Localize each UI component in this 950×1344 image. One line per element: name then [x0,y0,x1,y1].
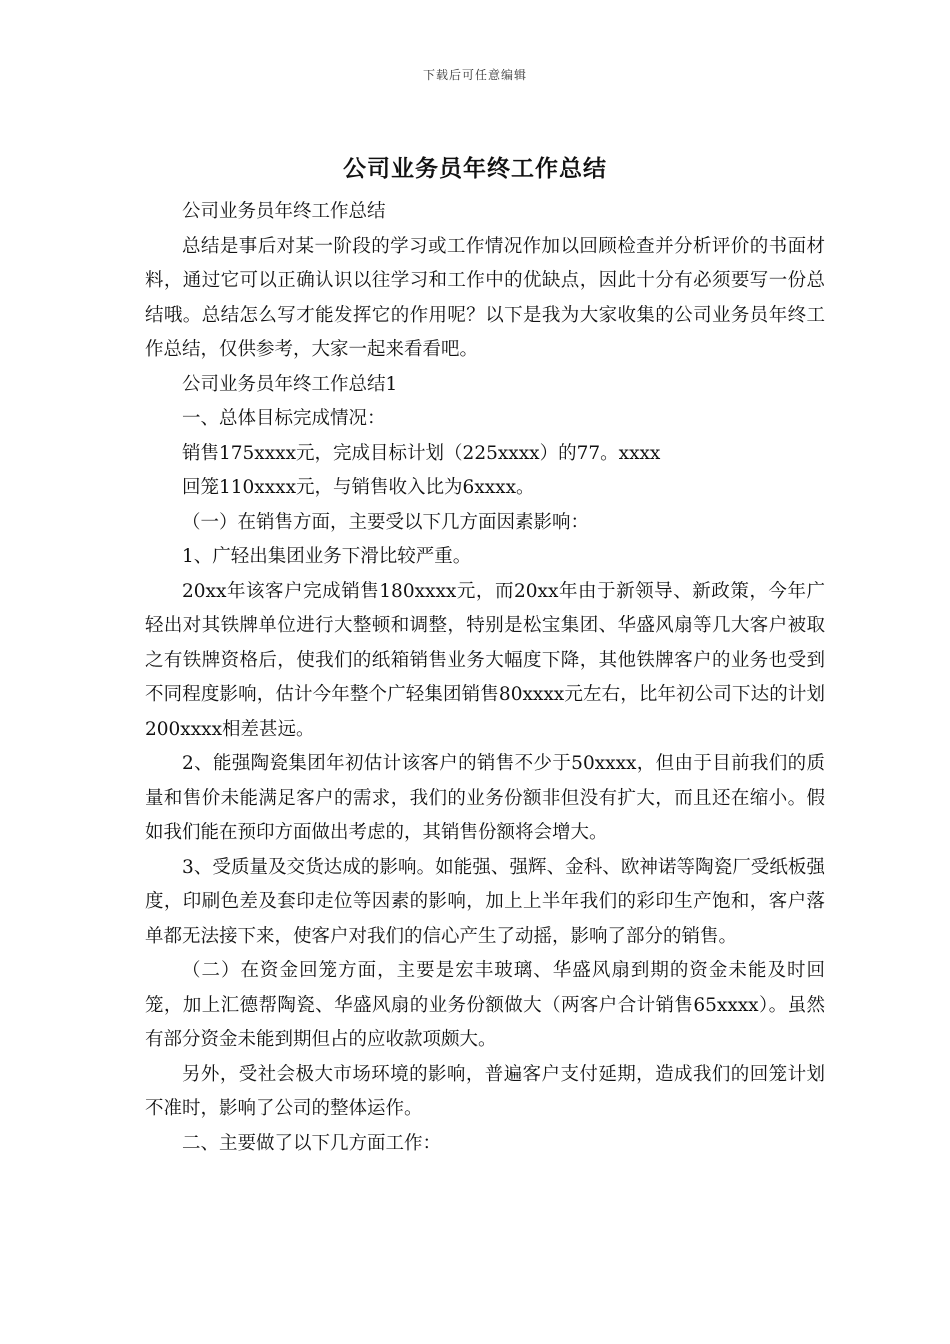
header-note: 下载后可任意编辑 [422,68,527,82]
paragraph: 二、主要做了以下几方面工作： [182,1132,442,1154]
paragraph: 20xx年该客户完成销售180xxxx元，而20xx年由于新领导、新政策，今年广轻出对其铁牌单位进行大整顿和调整，特别是松宝集团、华盛风扇等几大客户被取之有铁牌资格后，使我们的纸箱销售业务大幅度下降，其他铁牌客户的业务也受到不同程度影响，估计今年整个广轻集团销售80xxxx元左右，比年初公司下达的计划200xxxx相差甚远。 [145,580,825,740]
paragraph: 1、广轻出集团业务下滑比较严重。 [182,546,472,567]
paragraph: 一、总体目标完成情况： [182,408,386,429]
paragraph: 2、能强陶瓷集团年初估计该客户的销售不少于50xxxx，但由于目前我们的质量和售价未能满足客户的需求，我们的业务份额非但没有扩大，而且还在缩小。假如我们能在预印方面做出考虑的，其销售份额将会增大。 [145,753,825,843]
document-body [145,195,825,1161]
paragraph: （一）在销售方面，主要受以下几方面因素影响： [182,511,590,533]
paragraph: 回笼110xxxx元，与销售收入比为6xxxx。 [182,477,535,498]
paragraph: （二）在资金回笼方面，主要是宏丰玻璃、华盛风扇到期的资金未能及时回笼，加上汇德帮陶瓷、华盛风扇的业务份额做大（两客户合计销售65xxxx）。虽然有部分资金未能到期但占的应收款项颇大。 [145,960,825,1050]
document-title: 公司业务员年终工作总结 [343,156,607,182]
paragraph: 公司业务员年终工作总结 [182,201,386,222]
paragraph: 3、受质量及交货达成的影响。如能强、强辉、金科、欧神诺等陶瓷厂受纸板强度，印刷色差及套印走位等因素的影响，加上上半年我们的彩印生产饱和，客户落单都无法接下来，使客户对我们的信心产生了动摇，影响了部分的销售。 [145,856,825,947]
paragraph: 另外，受社会极大市场环境的影响，普遍客户支付延期，造成我们的回笼计划不准时，影响了公司的整体运作。 [145,1063,825,1119]
paragraph: 销售175xxxx元，完成目标计划（225xxxx）的77。xxxx [182,442,661,464]
paragraph: 公司业务员年终工作总结1 [182,373,398,395]
paragraph: 总结是事后对某一阶段的学习或工作情况作加以回顾检查并分析评价的书面材料，通过它可以正确认识以往学习和工作中的优缺点，因此十分有必须要写一份总结哦。总结怎么写才能发挥它的作用呢？以下是我为大家收集的公司业务员年终工作总结，仅供参考，大家一起来看看吧。 [145,235,825,360]
